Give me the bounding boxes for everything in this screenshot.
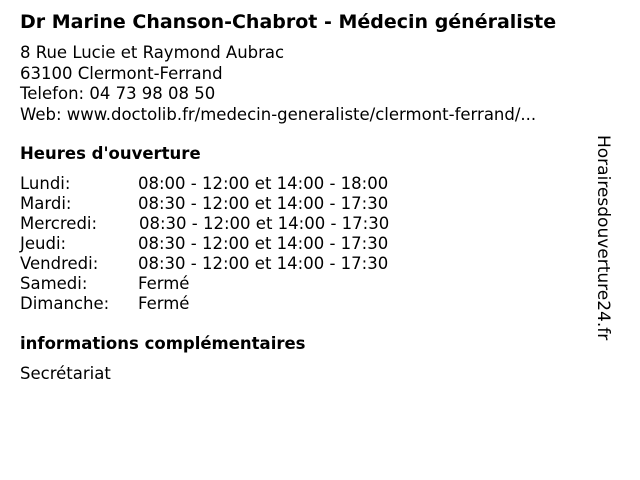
hours-day: Samedi: — [20, 274, 88, 293]
address-street: 8 Rue Lucie et Raymond Aubrac — [20, 43, 285, 62]
hours-day: Jeudi: — [20, 234, 67, 253]
address-city: 63100 Clermont-Ferrand — [20, 63, 223, 83]
opening-hours-heading: Heures d'ouverture — [20, 144, 201, 163]
website-link[interactable]: Web: www.doctolib.fr/medecin-generaliste/clermont-ferrand/... — [20, 104, 537, 124]
contact-block — [20, 43, 536, 125]
additional-info-text: Secrétariat — [20, 364, 111, 383]
hours-time: 08:30 - 12:00 et 14:00 - 17:30 — [139, 214, 390, 233]
hours-time: 08:30 - 12:00 et 14:00 - 17:30 — [138, 254, 389, 273]
watermark-text: Horairesdouverture24.fr — [593, 135, 613, 341]
hours-day: Mercredi: — [20, 214, 98, 233]
hours-time: Fermé — [138, 294, 190, 313]
hours-day: Mardi: — [20, 194, 72, 213]
site-watermark — [593, 135, 639, 375]
hours-day: Lundi: — [20, 174, 71, 193]
hours-day: Dimanche: — [20, 294, 110, 313]
additional-info-heading: informations complémentaires — [20, 334, 306, 353]
hours-day: Vendredi: — [20, 254, 99, 273]
hours-time: 08:30 - 12:00 et 14:00 - 17:30 — [138, 234, 389, 253]
hours-time: Fermé — [138, 274, 190, 293]
hours-time: 08:00 - 12:00 et 14:00 - 18:00 — [138, 174, 389, 193]
phone-number[interactable]: Telefon: 04 73 98 08 50 — [20, 84, 216, 103]
page-title: Dr Marine Chanson-Chabrot - Médecin généraliste — [20, 11, 557, 33]
hours-time: 08:30 - 12:00 et 14:00 - 17:30 — [138, 194, 389, 213]
